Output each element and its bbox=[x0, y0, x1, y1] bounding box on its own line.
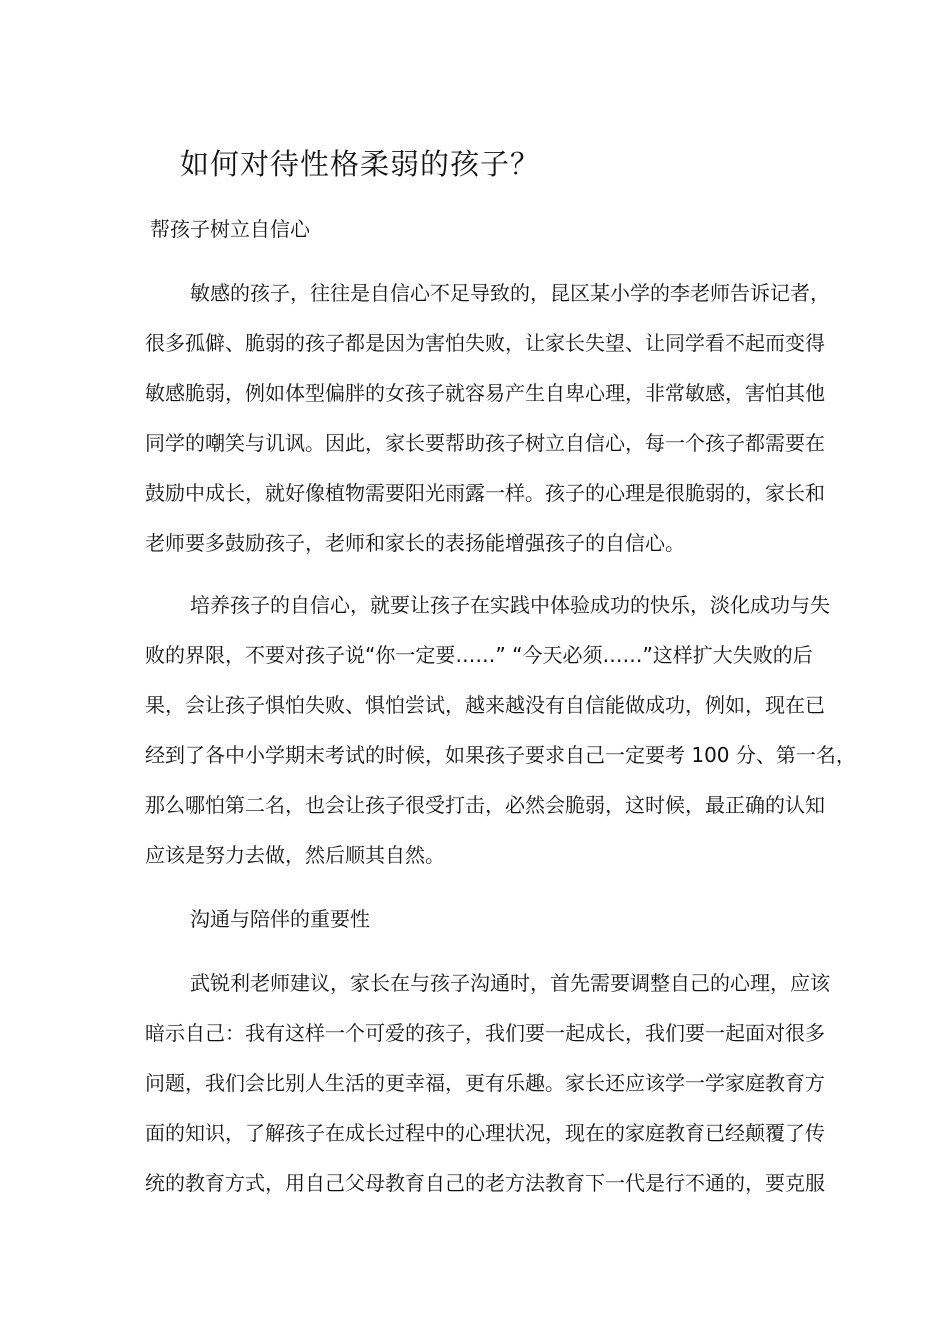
paragraph-line: 很多孤僻、脆弱的孩子都是因为害怕失败，让家长失望、让同学看不起而变得 bbox=[145, 331, 825, 355]
paragraph-line: 那么哪怕第二名，也会让孩子很受打击，必然会脆弱，这时候，最正确的认知 bbox=[145, 793, 825, 817]
paragraph-line: 同学的嘲笑与讥讽。因此，家长要帮助孩子树立自信心，每一个孩子都需要在 bbox=[145, 431, 825, 455]
paragraph-sensitive-children bbox=[145, 268, 830, 568]
paragraph-line: 问题，我们会比别人生活的更幸福，更有乐趣。家长还应该学一学家庭教育方 bbox=[145, 1071, 825, 1095]
paragraph-line: 应该是努力去做，然后顺其自然。 bbox=[145, 843, 445, 867]
paragraph-line: 鼓励中成长，就好像植物需要阳光雨露一样。孩子的心理是很脆弱的，家长和 bbox=[145, 481, 825, 505]
section-heading-self-confidence: 帮孩子树立自信心 bbox=[150, 217, 310, 241]
paragraph-line: 老师要多鼓励孩子，老师和家长的表扬能增强孩子的自信心。 bbox=[145, 531, 685, 555]
paragraph-line: 经到了各中小学期末考试的时候，如果孩子要求自己一定要考 100 分、第一名， bbox=[145, 743, 856, 767]
document-title: 如何对待性格柔弱的孩子？ bbox=[180, 147, 541, 181]
paragraph-line: 暗示自己：我有这样一个可爱的孩子，我们要一起成长，我们要一起面对很多 bbox=[145, 1021, 825, 1045]
paragraph-line: 果，会让孩子惧怕失败、惧怕尝试，越来越没有自信能做成功，例如，现在已 bbox=[145, 693, 825, 717]
paragraph-line: 武锐利老师建议，家长在与孩子沟通时，首先需要调整自己的心理，应该 bbox=[190, 971, 830, 995]
paragraph-build-confidence bbox=[145, 580, 856, 880]
paragraph-line: 面的知识，了解孩子在成长过程中的心理状况，现在的家庭教育已经颠覆了传 bbox=[145, 1121, 825, 1145]
paragraph-line: 培养孩子的自信心，就要让孩子在实践中体验成功的快乐，淡化成功与失 bbox=[190, 593, 830, 617]
paragraph-line: 败的界限，不要对孩子说“你一定要……” “今天必须……”这样扩大失败的后 bbox=[145, 643, 813, 667]
paragraph-communication-advice bbox=[145, 958, 830, 1208]
paragraph-line: 敏感脆弱，例如体型偏胖的女孩子就容易产生自卑心理，非常敏感，害怕其他 bbox=[145, 381, 825, 405]
paragraph-line: 统的教育方式，用自己父母教育自己的老方法教育下一代是行不通的，要克服 bbox=[145, 1171, 825, 1195]
paragraph-line: 敏感的孩子，往往是自信心不足导致的，昆区某小学的李老师告诉记者， bbox=[190, 281, 830, 305]
section-heading-communication: 沟通与陪伴的重要性 bbox=[190, 907, 370, 931]
